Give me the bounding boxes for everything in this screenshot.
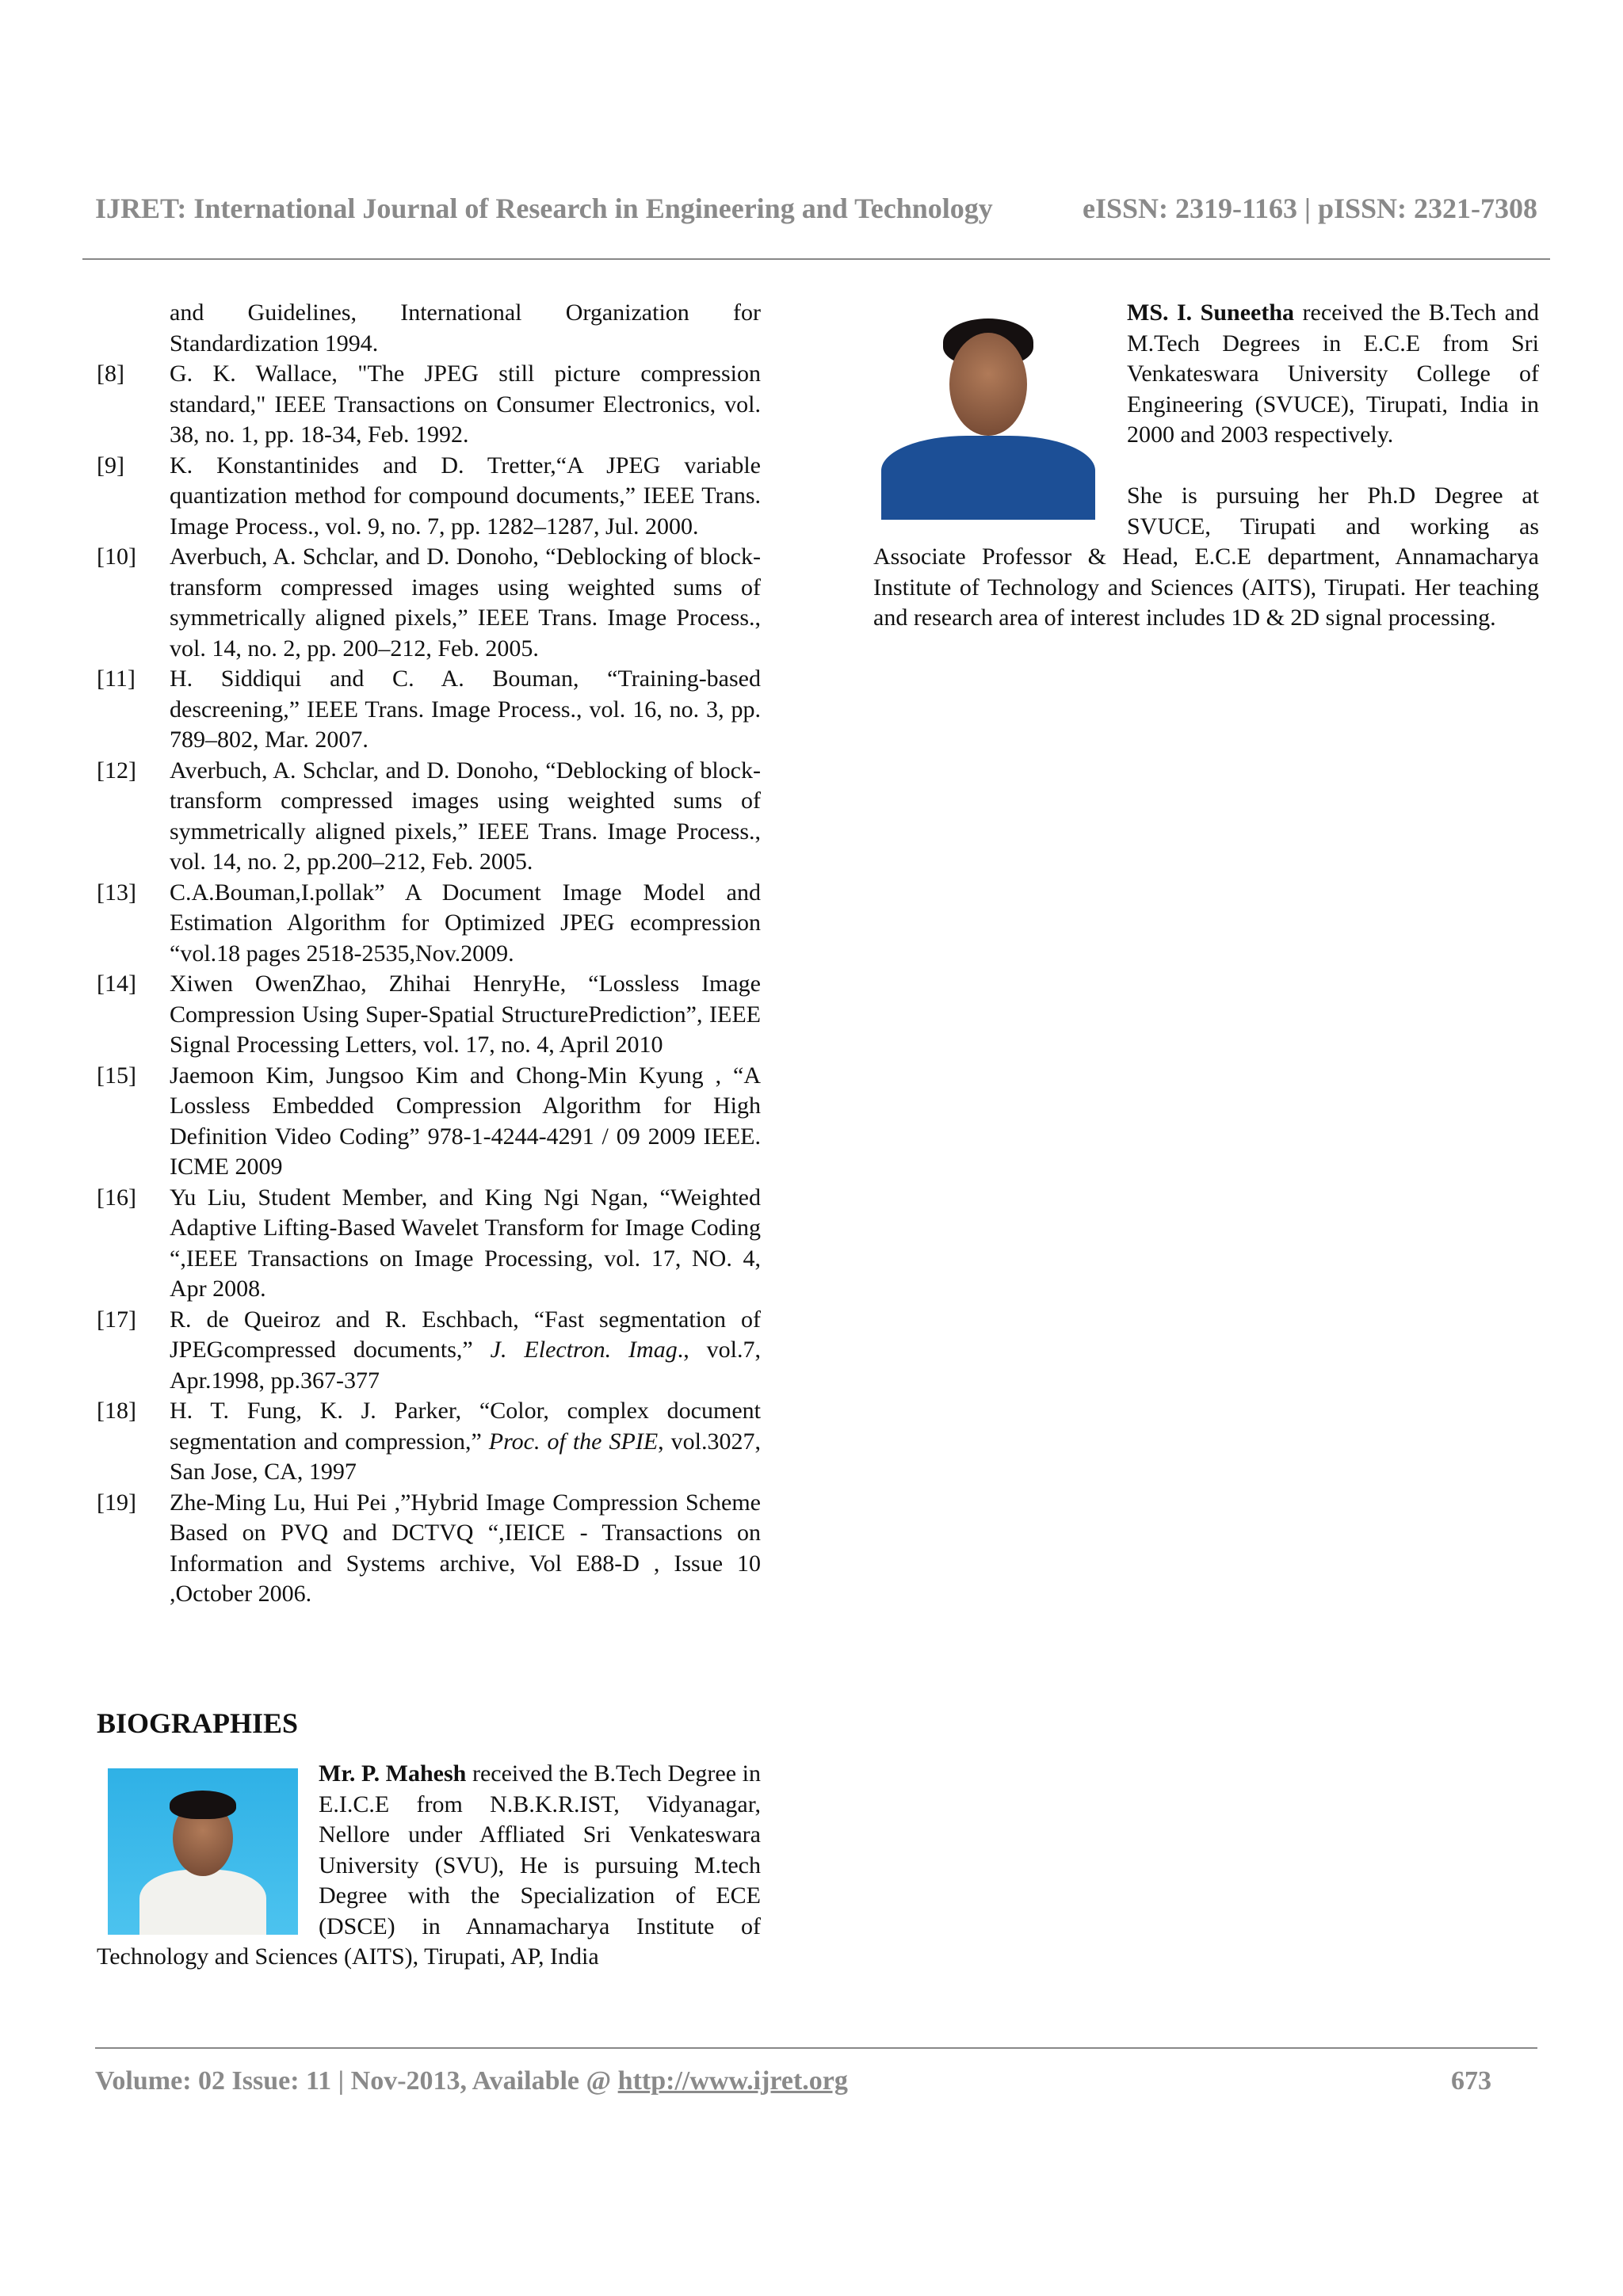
- author-name-mahesh: Mr. P. Mahesh: [319, 1760, 467, 1787]
- reference-item: [15] Jaemoon Kim, Jungsoo Kim and Chong-Min Kyung , “A Lossless Embedded Compression Algorithm for High Definition Video Coding” 978-1-4244-4291 / 09 2009 IEEE. ICME 2009: [97, 1062, 761, 1180]
- running-header: [95, 192, 1537, 225]
- reference-item: [11] H. Siddiqui and C. A. Bouman, “Training-based descreening,” IEEE Trans. Image Process., vol. 16, no. 3, pp. 789–802, Mar. 2007.: [97, 666, 761, 753]
- reference-item: [17] R. de Queiroz and R. Eschbach, “Fast segmentation of JPEGcompressed documents,” J. Electron. Imag., vol.7, Apr.1998, pp.367-377: [97, 1306, 761, 1394]
- biography-mahesh: Mr. P. Mahesh received the B.Tech Degree in E.I.C.E from N.B.K.R.IST, Vidyanagar, Nellore under Affliated Sri Venkateswara University (SVU), He is pursuing M.tech Degree with the Specialization of ECE (DSCE) in Annamacharya Institute of Technology and Sciences (AITS), Tirupati, AP, India: [97, 1760, 762, 1970]
- issn-info: eISSN: 2319-1163 | pISSN: 2321-7308: [1083, 193, 1537, 224]
- author-photo-suneetha: [873, 301, 1103, 520]
- biographies-heading: BIOGRAPHIES: [97, 1707, 299, 1739]
- header-rule: [82, 258, 1550, 260]
- reference-item: [14] Xiwen OwenZhao, Zhihai HenryHe, “Lossless Image Compression Using Super-Spatial StructurePrediction”, IEEE Signal Processing Letters, vol. 17, no. 4, April 2010: [97, 971, 761, 1058]
- reference-item: [18] H. T. Fung, K. J. Parker, “Color, complex document segmentation and compression,” Proc. of the SPIE, vol.3027, San Jose, CA, 1997: [97, 1398, 762, 1485]
- reference-item: [16] Yu Liu, Student Member, and King Ngi Ngan, “Weighted Adaptive Lifting-Based Wavelet Transform for Image Coding “,IEEE Transactions on Image Processing, vol. 17, NO. 4, Apr 2008.: [97, 1184, 761, 1302]
- journal-link[interactable]: http://www.ijret.org: [617, 2066, 848, 2096]
- references-list: [97, 298, 761, 1610]
- author-name-suneetha: MS. I. Suneetha: [1127, 299, 1295, 326]
- reference-continuation: and Guidelines, International Organization for Standardization 1994.: [170, 299, 761, 357]
- biography-suneetha: MS. I. Suneetha received the B.Tech and M.Tech Degrees in E.C.E from Sri Venkateswara University College of Engineering (SVUCE), Tirupati, India in 2000 and 2003 respectively. She is pursuing her Ph.D Degree at SVUCE, Tirupati and working as Associate Professor & Head, E.C.E department, Annamacharya Institute of Technology and Sciences (AITS), Tirupati. Her teaching and research area of interest includes 1D & 2D signal processing.: [873, 299, 1539, 631]
- volume-info: Volume: 02 Issue: 11 | Nov-2013, Available @: [95, 2066, 618, 2096]
- reference-item: [13] C.A.Bouman,I.pollak” A Document Image Model and Estimation Algorithm for Optimized JPEG ecompression “vol.18 pages 2518-2535,Nov.2009.: [97, 879, 761, 967]
- reference-item: [10] Averbuch, A. Schclar, and D. Donoho, “Deblocking of block-transform compressed images using weighted sums of symmetrically aligned pixels,” IEEE Trans. Image Process., vol. 14, no. 2, pp. 200–212, Feb. 2005.: [97, 543, 761, 662]
- page-number: 673: [1451, 2066, 1491, 2096]
- biography-suneetha-para2: She is pursuing her Ph.D Degree at SVUCE, Tirupati and working as Associate Professor & Head, E.C.E department, Annamacharya Institute of Technology and Sciences (AITS), Tirupati. Her teaching and research area of interest includes 1D & 2D signal processing.: [873, 482, 1539, 631]
- footer-rule: [95, 2047, 1537, 2049]
- reference-item: [8] G. K. Wallace, "The JPEG still picture compression standard," IEEE Transactions on Consumer Electronics, vol. 38, no. 1, pp. 18-34, Feb. 1992.: [97, 360, 761, 448]
- running-footer: [95, 2066, 1491, 2096]
- reference-item: [12] Averbuch, A. Schclar, and D. Donoho, “Deblocking of block-transform compressed images using weighted sums of symmetrically aligned pixels,” IEEE Trans. Image Process., vol. 14, no. 2, pp.200–212, Feb. 2005.: [97, 757, 761, 875]
- reference-item: [19] Zhe-Ming Lu, Hui Pei ,”Hybrid Image Compression Scheme Based on PVQ and DCTVQ “,IEICE - Transactions on Information and Systems archive, Vol E88-D , Issue 10 ,October 2006.: [97, 1489, 761, 1607]
- journal-title: IJRET: International Journal of Research in Engineering and Technology: [95, 193, 993, 224]
- reference-item: [9] K. Konstantinides and D. Tretter,“A JPEG variable quantization method for compound documents,” IEEE Trans. Image Process., vol. 9, no. 7, pp. 1282–1287, Jul. 2000.: [97, 452, 761, 540]
- author-photo-mahesh: [108, 1768, 298, 1935]
